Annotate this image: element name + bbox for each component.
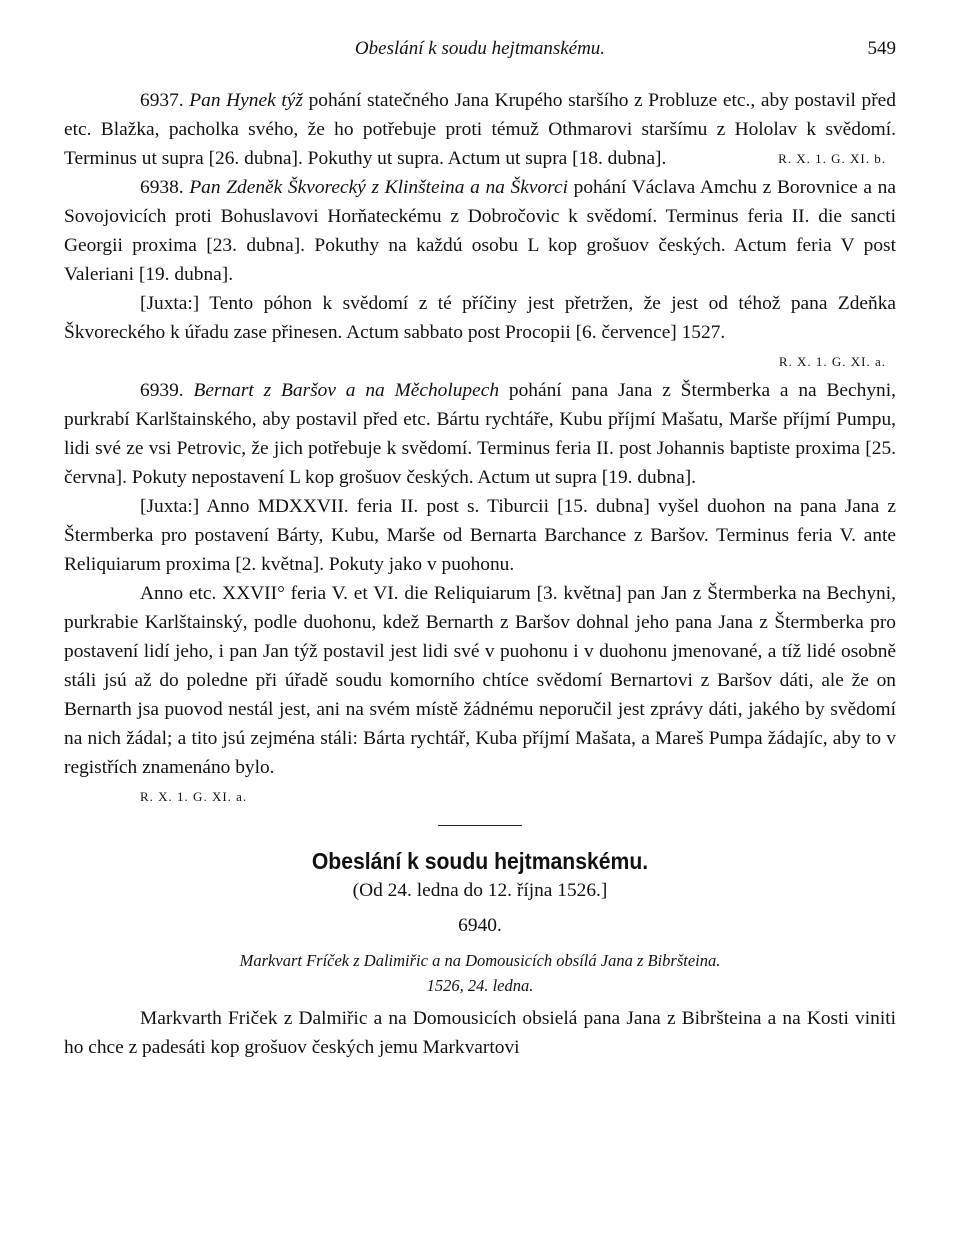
archive-signature: R. X. 1. G. XI. a. (140, 789, 248, 804)
separator-line (438, 825, 522, 826)
juxta-note: [Juxta:] Tento póhon k svědomí z té příčiny jest přetržen, že jest od téhož pana Zdeňka Škvoreckého k úřadu zase přinesen. Actum sabbato post Procopii [6. července] 1527. R. X. 1. G. XI. a. (64, 289, 896, 347)
entry-text: pohání Václava Amchu z Borovnice a na Sovojovicích proti Bohuslavovi Horňateckému z Dobročovic k svědomí. Terminus feria II. die sancti Georgii proxima [23. dubna]. Pokuthy na každú osobu L kop grošuov českých. Actum feria V post Valeriani [19. dubna]. (64, 177, 896, 285)
entry-party: Pan Zdeněk Škvorecký z Klinšteina a na Škvorci (189, 177, 568, 198)
regest-line-1: Markvart Fríček z Dalimiřic a na Domousicích obsílá Jana z Bibršteina. (239, 951, 721, 970)
entry-6940-text: Markvarth Friček z Dalmiřic a na Domousicích obsielá pana Jana z Bibršteina a na Kosti viniti ho chce z padesáti kop grošuov českých jemu Markvartovi (64, 1008, 896, 1058)
regest (64, 948, 896, 998)
entry-number: 6937. (140, 90, 184, 111)
juxta-note: [Juxta:] Anno MDXXVII. feria II. post s. Tiburcii [15. dubna] vyšel duohon na pana Jana z Štermberka pro postavení Bárty, Kubu, Marše od Bernarta Barchance z Baršov. Terminus feria V. ante Reliquiarum proxima [2. května]. Pokuty jako v puohonu. (64, 496, 896, 575)
entry-6937 (64, 86, 896, 173)
entry-number: 6939. (140, 380, 184, 401)
entry-party: Bernart z Baršov a na Měcholupech (193, 380, 500, 401)
entry-number: 6938. (140, 177, 184, 198)
entry-number-heading: 6940. (458, 915, 502, 936)
section-dates: (Od 24. ledna do 12. října 1526.] (352, 880, 608, 901)
entry-6938 (64, 173, 896, 289)
entry-text: pohání pana Jana z Štermberka a na Bechyni, purkrabí Karlštainského, aby postavil před etc. Bártu rychtáře, Kubu příjmí Mašatu, Marše příjmí Pumpu, lidi své ze vsi Petrovic, že jich potřebuje k svědomí. Terminus feria II. post Johannis baptiste proxima [25. června]. Pokuty nepostavení L kop grošuov českých. Actum ut supra [19. dubna]. (64, 380, 896, 488)
regest-line-2: 1526, 24. ledna. (426, 976, 534, 995)
entry-6939 (64, 376, 896, 492)
archive-signature: R. X. 1. G. XI. b. (778, 151, 886, 166)
entry-text: pohání statečného Jana Krupého staršího z Probluze etc., aby postavil před etc. Blažka, pacholka svého, že ho potřebuje proti témuž Othmarovi staršímu z Hololav k svědomí. Terminus ut supra [26. dubna]. Pokuthy ut supra. Actum ut supra [18. dubna]. (64, 90, 896, 169)
running-title: Obeslání k soudu hejtmanskému. (354, 38, 606, 59)
archive-signature: R. X. 1. G. XI. a. (778, 354, 886, 369)
entry-party: Pan Hynek týž (189, 90, 303, 111)
running-head (64, 38, 896, 66)
page-number: 549 (867, 38, 896, 59)
main-text (64, 86, 896, 1062)
anno-note: Anno etc. XXVII° feria V. et VI. die Reliquiarum [3. května] pan Jan z Štermberka na Bechyni, purkrabie Karlštainský, podle duohonu, kdež Bernarth z Baršov dohnal jeho pana Jana z Štermberka pro postavení lidí jeho, i pan Jan týž postavil jest lidi své v puohonu i v duohonu jmenované, a tíž lidé osobně stáli jsú až do poledne při úřadě soudu komorního chtíce svědomí Bernartovi z Baršov dáti, ale že on Bernarth jsa puovod nestál jest, ani na svém místě žádnému neporučil jest zprávy dáti, jakého by svědomí na nich žádal; a tito jsú zejména stáli: Bárta rychtář, Kuba příjmí Mašata, a Mareš Pumpa žádajíc, aby to v registřích znamenáno bylo. (64, 583, 896, 778)
section-title: Obeslání k soudu hejtmanskému. (311, 848, 649, 874)
